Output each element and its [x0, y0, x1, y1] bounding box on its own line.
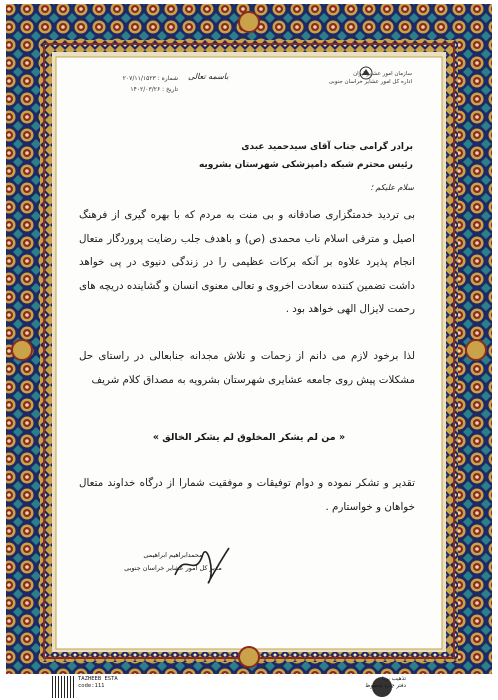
footer-code: code:111 — [78, 683, 105, 689]
letter-date-row — [92, 84, 178, 95]
letter-date-value: ۱۴۰۲/۰۳/۲۶ — [130, 86, 161, 93]
quote-line: « من لم یشکر المخلوق لم یشکر الخالق » — [152, 432, 346, 443]
footer-print-rights: دفتر چاپ محفوظ — [365, 683, 406, 689]
letter-meta — [92, 73, 178, 95]
letter-date-label: تاریخ : — [162, 86, 178, 93]
barcode-icon — [52, 676, 74, 698]
bismillah-heading: باسمه تعالی — [188, 72, 229, 81]
letter-number-value: ۲۰۷/۱۱/۱۵۲۳ — [122, 75, 156, 82]
organization-header — [329, 70, 412, 86]
recipient-line1: برادر گرامی جناب آقای سیدحمید عبدی — [241, 142, 413, 152]
recipient-block — [199, 138, 413, 174]
org-name-line2: اداره کل امور عشایر خراسان جنوبی — [328, 79, 412, 85]
letter-number-row — [92, 73, 178, 84]
body-paragraph-1: بی تردید خدمتگزاری صادقانه و بی منت به مردم که با بهره گیری از فرهنگ اصیل و مترقی اسلام ناب محمدی (ص) و باهدف جلب رضایت پروردگار متعال انجام پذیرد علاوه بر آنکه برکات عظیمی را در زندگی دنیوی در پی خواهد داشت تضمین کننده سعادت اخروی و تعالی معنوی انسان و گشاینده دریچه های رحمت لایزال الهی خواهد بود . — [79, 209, 415, 316]
signatory-name: محمدابراهیم ابراهیمی — [143, 551, 203, 559]
footer-brand-latin: TAZHEEB ESTA — [78, 676, 118, 682]
footer-right — [365, 676, 406, 690]
org-name-line1: سازمان امور عشایر ایران — [353, 71, 412, 77]
footer-left — [78, 676, 118, 690]
body-paragraph-3: تقدیر و تشکر نموده و دوام توفیقات و موفقیت شمارا از درگاه خداوند متعال خواهان و خواستارم . — [79, 477, 415, 513]
recipient-line2: رئیس محترم شبکه دامپزشکی شهرستان بشرویه — [198, 160, 413, 170]
letter-number-label: شماره : — [157, 75, 178, 82]
signatory-title: مدیر کل امور عشایر خراسان جنوبی — [124, 564, 222, 572]
signature-block — [117, 549, 229, 575]
salutation: سلام علیکم ؛ — [370, 183, 414, 192]
body-paragraph-2: لذا برخود لازم می دانم از زحمات و تلاش مجدانه جنابعالی در راستای حل مشکلات پیش روی جامعه عشایری شهرستان بشرویه به مصداق کلام شریف — [79, 350, 415, 386]
footer-brand-persian: تذهیب برتا — [382, 676, 406, 682]
